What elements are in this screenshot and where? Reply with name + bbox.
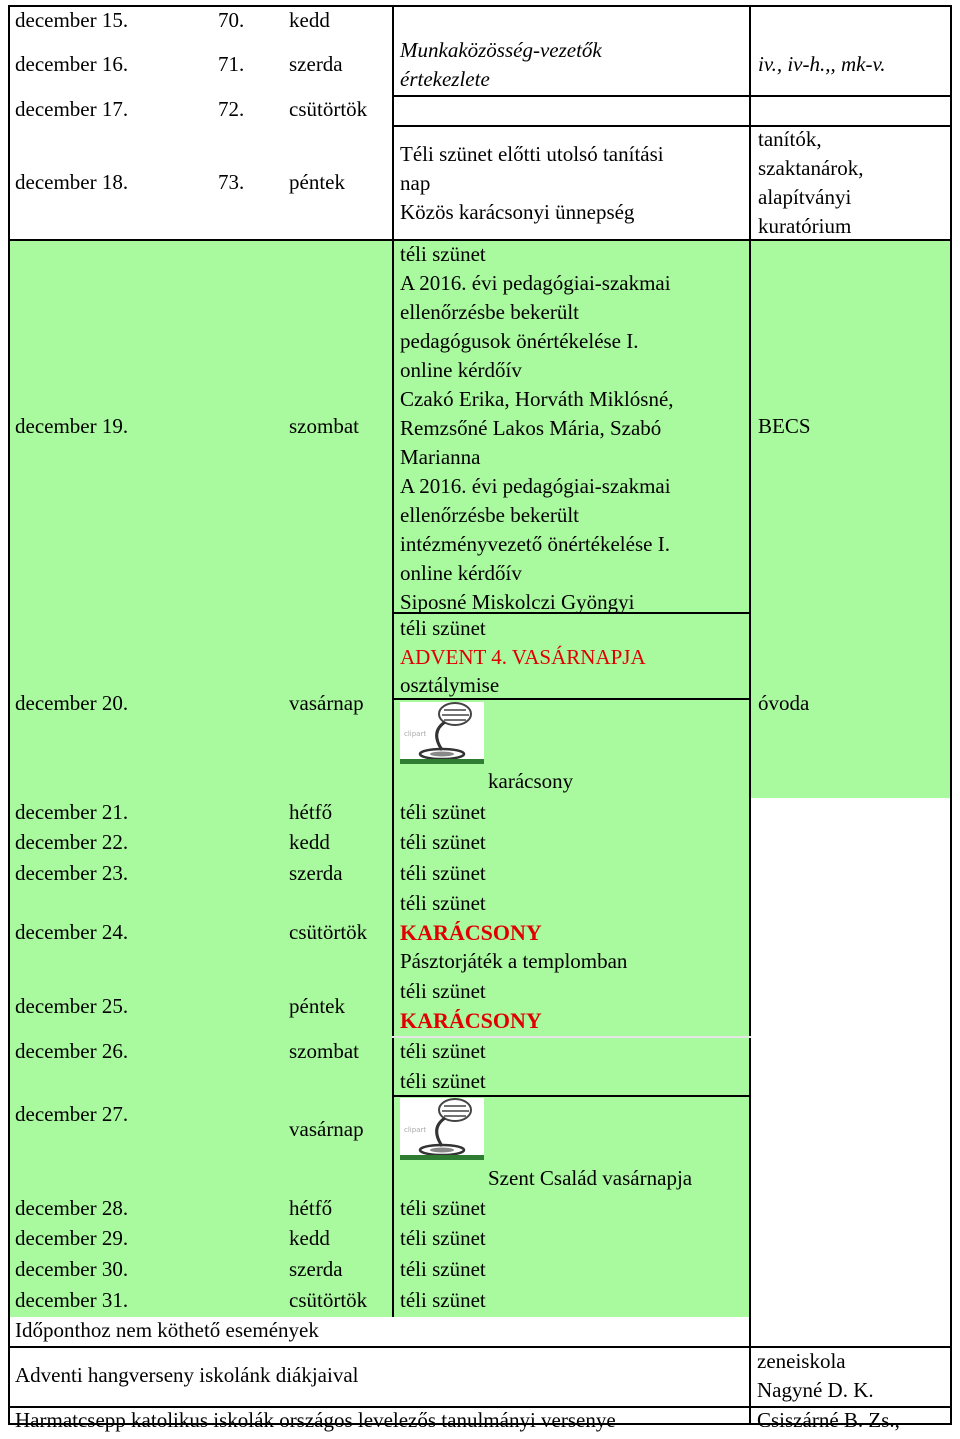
row-dec26-event: téli szünet bbox=[400, 1039, 486, 1063]
row-dec16-num: 71. bbox=[218, 52, 245, 76]
row-dec22-date: december 22. bbox=[15, 830, 129, 854]
row-dec31-day: csütörtök bbox=[289, 1288, 368, 1312]
unscheduled-events-heading: Időponthoz nem köthető események bbox=[15, 1318, 319, 1342]
row-dec20-date: december 20. bbox=[15, 691, 129, 715]
row-dec19-event: téli szünet A 2016. évi pedagógiai-szakmai ellenőrzésbe bekerült pedagógusok önértékelése I. online kérdőív Czakó Erika, Horváth Miklósné, Remzsőné Lakos Mária, Szabó Marianna A 2016. évi pedagógiai-szakmai ellenőrzésbe bekerült intézményvezető önértékelése I. online kérdőív Siposné Miskolczi Gyöngyi bbox=[400, 242, 674, 614]
row-dec16-day: szerda bbox=[289, 52, 343, 76]
row-dec21-day: hétfő bbox=[289, 800, 333, 824]
row-dec29-day: kedd bbox=[289, 1226, 330, 1250]
row-dec19-day: szombat bbox=[289, 414, 359, 438]
svg-text:clipart: clipart bbox=[404, 1126, 427, 1134]
row-dec24-day: csütörtök bbox=[289, 920, 368, 944]
footer-item-advent-concert-responsible: zeneiskola Nagyné D. K. bbox=[757, 1349, 874, 1402]
row-dec17-num: 72. bbox=[218, 97, 245, 121]
row-dec25-day: péntek bbox=[289, 994, 345, 1018]
row-dec16-responsible: iv., iv-h.,, mk-v. bbox=[758, 52, 886, 76]
row-dec18-event: Téli szünet előtti utolsó tanítási nap Közös karácsonyi ünnepség bbox=[400, 142, 664, 224]
footer-item-advent-concert: Adventi hangverseny iskolánk diákjaival bbox=[15, 1363, 359, 1387]
footer-item-harmatcsepp-responsible: Csiszárné B. Zs., bbox=[757, 1408, 900, 1432]
row-dec21-event: téli szünet bbox=[400, 800, 486, 824]
row-dec16-date: december 16. bbox=[15, 52, 129, 76]
row-dec26-date: december 26. bbox=[15, 1039, 129, 1063]
row-dec23-day: szerda bbox=[289, 861, 343, 885]
row-dec20-day: vasárnap bbox=[289, 691, 364, 715]
row-dec30-event: téli szünet bbox=[400, 1257, 486, 1281]
row-dec20-responsible: óvoda bbox=[758, 691, 810, 715]
svg-text:clipart: clipart bbox=[404, 730, 427, 738]
row-dec20-event-class-mass: osztálymise bbox=[400, 673, 500, 697]
footer-item-harmatcsepp-competition: Harmatcsepp katolikus iskolák országos levelezős tanulmányi versenye bbox=[15, 1408, 616, 1432]
row-dec25-date: december 25. bbox=[15, 994, 129, 1018]
microphone-icon bbox=[400, 1098, 484, 1160]
row-dec22-event: téli szünet bbox=[400, 830, 486, 854]
row-dec24-event-winter-break: téli szünet bbox=[400, 891, 486, 915]
row-dec17-date: december 17. bbox=[15, 97, 129, 121]
row-dec22-day: kedd bbox=[289, 830, 330, 854]
row-dec20-event-advent: ADVENT 4. VASÁRNAPJA bbox=[400, 645, 646, 669]
row-dec31-event: téli szünet bbox=[400, 1288, 486, 1312]
row-dec20-event-winter-break: téli szünet bbox=[400, 616, 486, 640]
row-dec18-day: péntek bbox=[289, 170, 345, 194]
row-dec27-event-holy-family: Szent Család vasárnapja bbox=[488, 1166, 693, 1190]
row-dec28-day: hétfő bbox=[289, 1196, 333, 1220]
row-dec15-day: kedd bbox=[289, 8, 330, 32]
row-dec19-date: december 19. bbox=[15, 414, 129, 438]
row-dec28-date: december 28. bbox=[15, 1196, 129, 1220]
row-dec30-date: december 30. bbox=[15, 1257, 129, 1281]
row-dec29-event: téli szünet bbox=[400, 1226, 486, 1250]
row-dec25-event-christmas: KARÁCSONY bbox=[400, 1008, 542, 1033]
row-dec23-event: téli szünet bbox=[400, 861, 486, 885]
row-dec24-date: december 24. bbox=[15, 920, 129, 944]
row-dec31-date: december 31. bbox=[15, 1288, 129, 1312]
microphone-icon bbox=[400, 702, 484, 764]
row-dec26-day: szombat bbox=[289, 1039, 359, 1063]
row-dec19-responsible: BECS bbox=[758, 414, 811, 438]
row-dec30-day: szerda bbox=[289, 1257, 343, 1281]
row-dec27-event-winter-break: téli szünet bbox=[400, 1069, 486, 1093]
row-dec15-date: december 15. bbox=[15, 8, 129, 32]
row-dec24-event-christmas: KARÁCSONY bbox=[400, 920, 542, 945]
row-dec28-event: téli szünet bbox=[400, 1196, 486, 1220]
row-dec29-date: december 29. bbox=[15, 1226, 129, 1250]
row-dec17-day: csütörtök bbox=[289, 97, 368, 121]
row-dec18-date: december 18. bbox=[15, 170, 129, 194]
row-dec15-num: 70. bbox=[218, 8, 245, 32]
row-dec25-event-winter-break: téli szünet bbox=[400, 979, 486, 1003]
row-dec24-event-nativity-play: Pásztorjáték a templomban bbox=[400, 949, 628, 973]
row-dec21-date: december 21. bbox=[15, 800, 129, 824]
row-dec27-day: vasárnap bbox=[289, 1117, 364, 1141]
row-dec20-event-christmas: karácsony bbox=[488, 769, 574, 793]
row-dec23-date: december 23. bbox=[15, 861, 129, 885]
row-dec18-responsible: tanítók, szaktanárok, alapítványi kuratórium bbox=[758, 127, 864, 238]
row-dec18-num: 73. bbox=[218, 170, 245, 194]
row-dec27-date: december 27. bbox=[15, 1102, 129, 1126]
row-dec16-event: Munkaközösség-vezetők értekezlete bbox=[400, 38, 602, 91]
